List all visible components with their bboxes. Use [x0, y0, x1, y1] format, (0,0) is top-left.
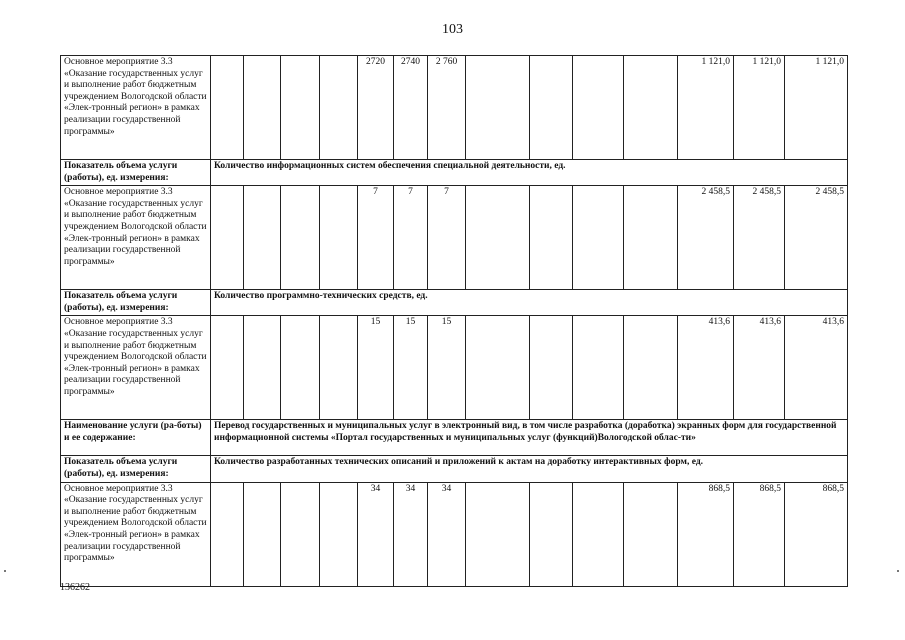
empty-cell	[244, 316, 281, 420]
volume-value-1: 7	[358, 186, 394, 290]
row-label: Основное мероприятие 3.3 «Оказание государственных услуг и выполнение работ бюджетным учреждением Вологодской области «Элек-тронный регион» в рамках реализации государственной программы»	[61, 482, 211, 586]
empty-cell	[320, 56, 358, 160]
empty-cell	[281, 186, 320, 290]
table-row-indicator	[61, 456, 848, 482]
volume-value-3: 15	[428, 316, 466, 420]
empty-cell	[573, 56, 624, 160]
empty-cell	[244, 56, 281, 160]
table-row-data	[61, 56, 848, 160]
volume-value-3: 34	[428, 482, 466, 586]
indicator-label: Показатель объема услуги (работы), ед. измерения:	[61, 290, 211, 316]
empty-cell	[211, 186, 244, 290]
empty-cell	[244, 186, 281, 290]
program-table	[60, 55, 848, 587]
amount-value-2: 868,5	[734, 482, 785, 586]
empty-cell	[466, 482, 530, 586]
empty-cell	[624, 316, 678, 420]
empty-cell	[466, 316, 530, 420]
empty-cell	[244, 482, 281, 586]
empty-cell	[573, 316, 624, 420]
amount-value-2: 1 121,0	[734, 56, 785, 160]
volume-value-1: 15	[358, 316, 394, 420]
amount-value-3: 413,6	[785, 316, 848, 420]
empty-cell	[211, 482, 244, 586]
empty-cell	[211, 316, 244, 420]
table-row-indicator	[61, 420, 848, 456]
volume-value-2: 34	[394, 482, 428, 586]
amount-value-1: 413,6	[678, 316, 734, 420]
empty-cell	[530, 56, 573, 160]
amount-value-1: 2 458,5	[678, 186, 734, 290]
scan-mark-left	[4, 570, 6, 572]
table-row-data	[61, 482, 848, 586]
empty-cell	[211, 56, 244, 160]
empty-cell	[530, 482, 573, 586]
amount-value-2: 413,6	[734, 316, 785, 420]
indicator-label: Наименование услуги (ра-боты) и ее содержание:	[61, 420, 211, 456]
volume-value-3: 2 760	[428, 56, 466, 160]
empty-cell	[320, 316, 358, 420]
empty-cell	[624, 56, 678, 160]
indicator-text: Количество программно-технических средств, ед.	[211, 290, 848, 316]
volume-value-2: 2740	[394, 56, 428, 160]
empty-cell	[624, 482, 678, 586]
table-row-indicator	[61, 290, 848, 316]
amount-value-2: 2 458,5	[734, 186, 785, 290]
volume-value-2: 7	[394, 186, 428, 290]
empty-cell	[281, 482, 320, 586]
empty-cell	[281, 56, 320, 160]
amount-value-3: 868,5	[785, 482, 848, 586]
amount-value-3: 1 121,0	[785, 56, 848, 160]
indicator-text: Количество разработанных технических описаний и приложений к актам на доработку интерактивных форм, ед.	[211, 456, 848, 482]
indicator-text: Количество информационных систем обеспечения специальной деятельности, ед.	[211, 160, 848, 186]
row-label: Основное мероприятие 3.3 «Оказание государственных услуг и выполнение работ бюджетным учреждением Вологодской области «Элек-тронный регион» в рамках реализации государственной программы»	[61, 56, 211, 160]
empty-cell	[530, 186, 573, 290]
volume-value-1: 2720	[358, 56, 394, 160]
empty-cell	[573, 482, 624, 586]
volume-value-3: 7	[428, 186, 466, 290]
empty-cell	[573, 186, 624, 290]
amount-value-1: 868,5	[678, 482, 734, 586]
indicator-label: Показатель объема услуги (работы), ед. измерения:	[61, 456, 211, 482]
table-row-data	[61, 186, 848, 290]
scan-mark-right	[897, 570, 899, 572]
empty-cell	[624, 186, 678, 290]
amount-value-1: 1 121,0	[678, 56, 734, 160]
row-label: Основное мероприятие 3.3 «Оказание государственных услуг и выполнение работ бюджетным учреждением Вологодской области «Элек-тронный регион» в рамках реализации государственной программы»	[61, 316, 211, 420]
empty-cell	[320, 186, 358, 290]
amount-value-3: 2 458,5	[785, 186, 848, 290]
table-row-indicator	[61, 160, 848, 186]
empty-cell	[466, 56, 530, 160]
document-code: 136262	[60, 582, 90, 593]
indicator-text: Перевод государственных и муниципальных услуг в электронный вид, в том числе разработка (доработка) экранных форм для государственной информационной системы «Портал государственных и муниципальных услуг (функций)Вологодской облас-ти»	[211, 420, 848, 456]
indicator-label: Показатель объема услуги (работы), ед. измерения:	[61, 160, 211, 186]
empty-cell	[281, 316, 320, 420]
row-label: Основное мероприятие 3.3 «Оказание государственных услуг и выполнение работ бюджетным учреждением Вологодской области «Элек-тронный регион» в рамках реализации государственной программы»	[61, 186, 211, 290]
empty-cell	[466, 186, 530, 290]
table-row-data	[61, 316, 848, 420]
volume-value-2: 15	[394, 316, 428, 420]
empty-cell	[320, 482, 358, 586]
empty-cell	[530, 316, 573, 420]
page-number: 103	[442, 22, 463, 37]
volume-value-1: 34	[358, 482, 394, 586]
